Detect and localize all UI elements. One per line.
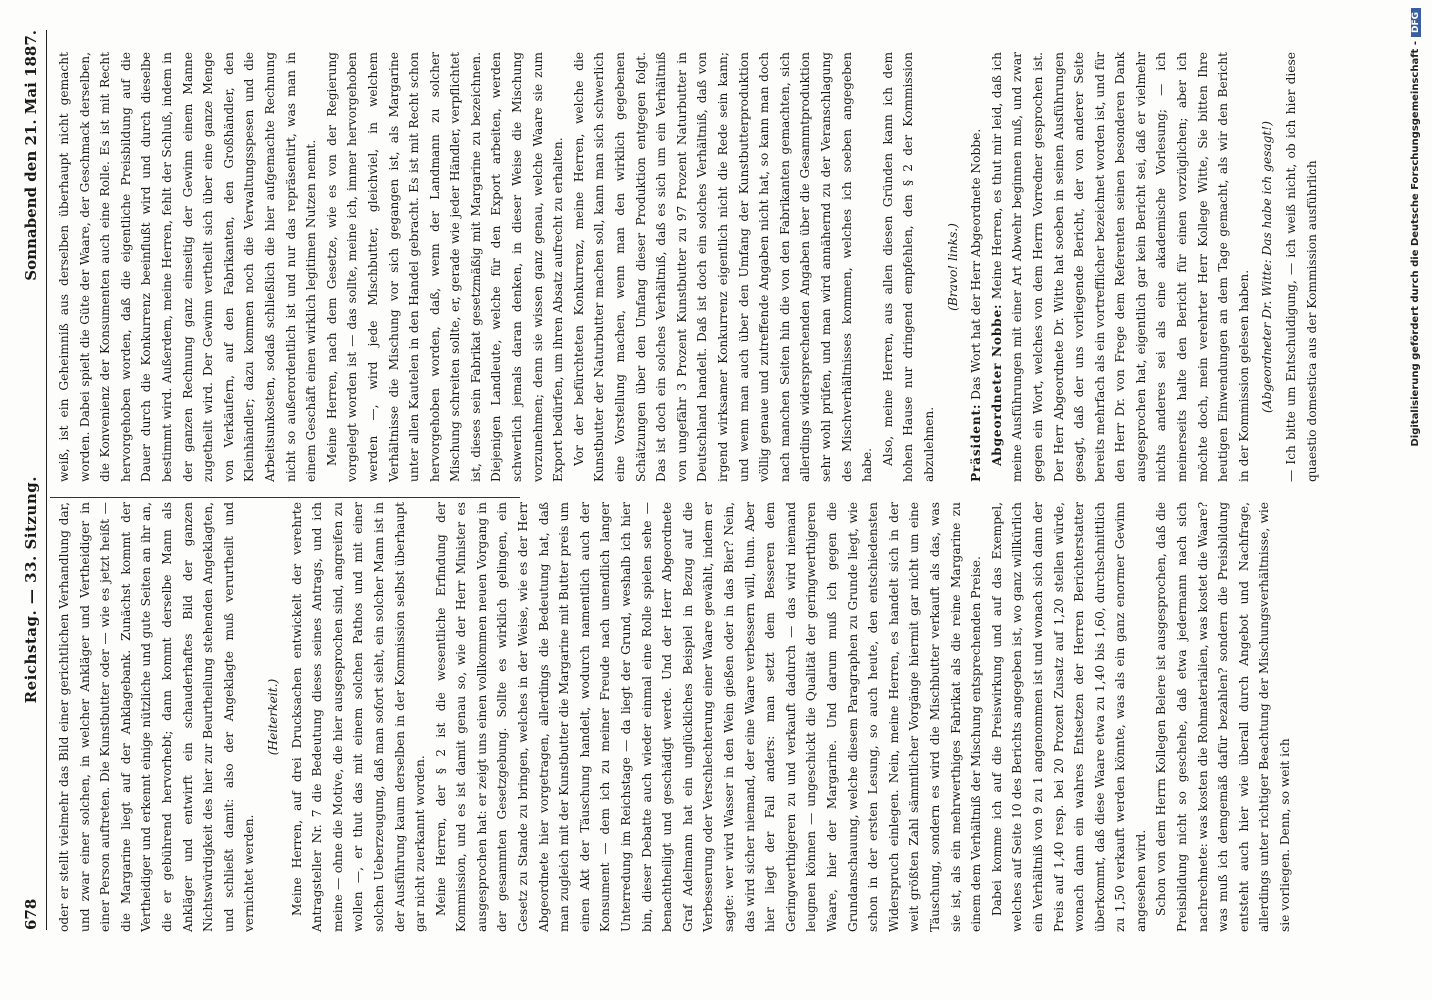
paragraph: Also, meine Herren, aus allen diesen Gründen kann ich dem hohen Hause nur dringend empfehlen, den § 2 der Kommission abzulehnen. xyxy=(880,52,936,482)
paragraph: Schon von dem Herrn Kollegen Belere ist ausgesprochen, daß die Preisbildung nicht so geschehe, daß etwa jedermann nach sich nachrechnete: was kosten die Rohmaterialien, was kostet die Waare? was muß ich demgemäß dafür bezahlen? sondern die Preisbildung entsteht auch hier wie überall durch Angebot und Nachfrage, allerdings unter richtiger Beachtung der Mischungsverhältnisse, wie sie vorliegen. Denn, so weit ich xyxy=(1154,502,1293,932)
paragraph: weiß, ist ein Geheimniß aus derselben überhaupt nicht gemacht worden. Dabei spielt die Güte der Waare, der Geschmack derselben, die Konvenienz der Konsumenten auch eine Rolle. Es ist mit Recht hervorgehoben worden, daß die eigentliche Preisbildung auf die Dauer durch die Konkurrenz beeinflußt wird und durch dieselbe bestimmt wird. Außerdem, meine Herren, fehlt der Schluß, indem in der ganzen Rechnung ganz einseitig der Gewinn einem Manne zugetheilt wird. Der Gewinn vertheilt sich über eine ganze Menge von Verkäufern, auf den Fabrikanten, den Großhändler, den Kleinhändler; dazu kommen noch die Verwaltungsspesen und die Arbeitsunkosten, sodaß schließlich die hier aufgemachte Rechnung nicht so außerordentlich ist und nur das repräsentirt, was man in einem Geschäft einen wirklich legitimen Nutzen nennt. xyxy=(57,52,319,482)
session-title: Reichstag. — 33. Sitzung. xyxy=(22,476,40,704)
paragraph: Vor der befürchteten Konkurrenz, meine Herren, welche die Kunstbutter der Naturbutter machen soll, kann man sich schwerlich eine Vorstellung machen, wenn man den wirklich gegebenen Schätzungen über den Umfang dieser Produktion entgegen folgt. Das ist doch ein solches Verhältniß, daß es sich um ein Verhältniß von ungefähr 3 Prozent Kunstbutter zu 97 Prozent Naturbutter in Deutschland handelt. Daß ist doch ein solches Verhältniß, daß von irgend wirksamer Konkurrenz eigentlich nicht die Rede sein kann; und wenn man auch über den Umfang der Kunstbutterproduktion völlig genaue und zutreffende Angaben nicht hat, so kann man doch nach manchen Seiten hin die von den Fabrikanten gemachten, sich allerdings widersprechenden Angaben über die Gesammtproduktion sehr wohl prüfen, und man wird annähernd zu der Veranschlagung des Mischverhältnisses kommen, welches ich soeben angegeben habe. xyxy=(571,52,875,482)
paragraph: Meine Herren, der § 2 ist die wesentliche Erfindung der Kommission, und es ist damit genau so, wie der Herr Minister es ausgesprochen hat: er zeigt uns einen vollkommen neuen Vorgang in der gesammten Gesetzgebung. Sollte es wirklich gelingen, ein Gesetz zu Stande zu bringen, welches in der Weise, wie es der Herr Abgeordnete hier vorgetragen, allerdings die Bedeutung hat, daß man zugleich mit der Kunstbutter die Margarine mit Butter preis um einen Akt der Täuschung handelt, wodurch namentlich auch der Konsument — dem ich zu meiner Freude nach unendlich langer Unterredung im Reichstage — da liegt der Grund, weshalb ich hier bin, dieser Debatte auch wieder einmal eine Rolle spielen sehe — benachtheiligt und geschädigt werde. Und der Herr Abgeordnete Graf Adelmann hat ein unglückliches Beispiel in Bezug auf die Verbesserung oder Verschlechterung einer Waare gewählt, indem er sagte: wer wird Wasser in den Wein gießen oder in das Bier? Nein, das wird sicher niemand, der eine Waare verbessern will, thun. Aber hier liegt der Fall anders: man setzt dem Besseren dem Geringwerthigeren zu und verkauft dadurch — das wird niemand leugnen können — ungeschickt die Qualität der geringwerthigeren Waare, hier der Margarine. Und darum muß ich gegen die Grundanschauung, welche diesem Paragraphen zu Grunde liegt, wie schon in der ersten Lesung, so auch heute, den entschiedensten Widerspruch einlegen. Nein, meine Herren, es handelt sich in der weit größten Zahl sämmtlicher Vorgänge hiermit gar nicht um eine Täuschung, sondern es wird die Mischbutter verkauft als das, was sie ist, als ein mehrwerthiges Fabrikat als die reine Margarine zu einem dem Verhältniß der Mischung entsprechenden Preise. xyxy=(433,502,984,932)
paragraph: Meine Herren, auf drei Drucksachen entwickelt der verehrte Antragsteller Nr. 7 die Bedeutung dieses seines Antrags, und ich meine — ohne die Motive, die hier ausgesprochen sind, angreifen zu wollen —, er thut das mit einem solchen Pathos und mit einer solchen Ueberzeugung, daß man sofort sieht, ein solcher Mann ist in der Ausführung kaum derselben in der Kommission selbst überhaupt gar nicht zuerkannt worden. xyxy=(289,502,428,932)
paragraph: — Ich bitte um Entschuldigung, — ich weiß nicht, ob ich hier diese quaestio domestica aus der Kommission ausführlich xyxy=(1284,52,1319,482)
page-number: 678 xyxy=(22,898,40,930)
speech-text: Meine Herren, es thut mir leid, daß ich meine Ausführungen mit einer Art Abwehr beginnen muß, und zwar gegen ein Wort, welches von dem Herrn Vorredner gesprochen ist. Der Herr Abgeordnete Dr. Witte hat soeben in seinen Ausführungen gesagt, daß der uns vorliegende Bericht, der von anderer Seite bereits mehrfach als ein vortrefflicher bezeichnet worden ist, und für den Herr Dr. von Frege dem Referenten seinen besonderen Dank ausgesprochen hat, eigentlich gar kein Bericht sei, daß er vielmehr nichts anderes sei als eine akademische Vorlesung; — ich meinerseits halte den Bericht für einen vorzüglichen; aber ich möchte doch, mein verehrter Herr Kollege Witte, Sie bitten Ihre heutigen Einwendungen an dem Tage gemacht, als wir den Bericht in der Kommission gelesen haben. xyxy=(989,52,1251,482)
paragraph: oder er stellt vielmehr das Bild einer gerichtlichen Verhandlung dar, und zwar einer solchen, in welcher Ankläger und Vertheidiger in einer Person auftreten. Die Kunstbutter oder — wie es jetzt heißt — die Margarine liegt auf der Anklagebank. Zunächst kommt der Vertheidiger und erkennt einige nützliche und gute Seiten an ihr an, die er gebührend hervorhebt; dann kommt derselbe Mann als Ankläger und entwirft ein schauderhaftes Bild der ganzen Nichtswürdigkeit des hier zur Beurtheilung stehenden Angeklagten, und schließt damit: also der Angeklagte muß verurtheilt und vernichtet werden. xyxy=(57,502,257,932)
text-column-right xyxy=(54,52,1322,482)
running-header xyxy=(16,30,47,930)
speaker-name: Präsident: xyxy=(969,403,984,482)
text-column-left xyxy=(54,502,1296,932)
interjection: (Bravo! links.) xyxy=(945,223,960,311)
interjection: (Abgeordneter Dr. Witte: Das habe ich gesagt!) xyxy=(1260,121,1275,413)
session-date: Sonnabend den 21. Mai 1887. xyxy=(22,30,40,281)
paragraph: Dabei komme ich auf die Preiswirkung und auf das Exempel, welches auf Seite 10 des Berichts angegeben ist, wo ganz willkürlich ein Verhältniß von 9 zu 1 angenommen ist und wonach sich dann der Preis auf 1,40 resp. bei 20 Prozent Zusatz auf 1,20 stellen würde, wonach dann ein wahres Entsetzen der Herren Berichterstatter überkommt, daß diese Waare etwa zu 1,40 bis 1,60, durchschnittlich zu 1,50 verkauft werden könnte, was als ein ganz enormer Gewinn angesehen wird. xyxy=(989,502,1148,932)
dfg-logo: DFG xyxy=(1411,8,1421,37)
speaker-name: Abgeordneter Nobbe: xyxy=(989,303,1004,466)
speech-text: Das Wort hat der Herr Abgeordnete Nobbe. xyxy=(969,128,984,400)
paragraph: Meine Herren, nach dem Gesetze, wie es von der Regierung vorgelegt worden ist — das sollte, meine ich, immer hervorgehoben werden —, wird jede Mischbutter, gleichviel, in welchem Verhältnisse die Mischung vor sich gegangen ist, als Margarine unter allen Kautelen in den Handel gebracht. Es ist mit Recht schon hervorgehoben worden, daß, wenn der Landmann zu solcher Mischung schreiten sollte, er, gerade wie jeder Händler, verpflichtet ist, dieses sein Fabrikat gesetzmäßig mit Margarine zu bezeichnen. Diejenigen Landleute, welche für den Export arbeiten, werden schwerlich jemals daran denken, in dieser Weise die Mischung vorzunehmen; denn sie wissen ganz genau, welche Waare sie zum Export bedürfen, um ihren Absatz aufrecht zu erhalten. xyxy=(324,52,566,482)
digitization-credit xyxy=(1410,0,1421,1000)
column-rule xyxy=(50,497,520,498)
speaker-paragraph xyxy=(966,52,987,482)
speaker-paragraph xyxy=(987,52,1255,482)
credit-text: Digitalisierung gefördert durch die Deutsche Forschungsgemeinschaft - xyxy=(1410,41,1421,447)
interjection: (Heiterkeit.) xyxy=(265,678,280,756)
